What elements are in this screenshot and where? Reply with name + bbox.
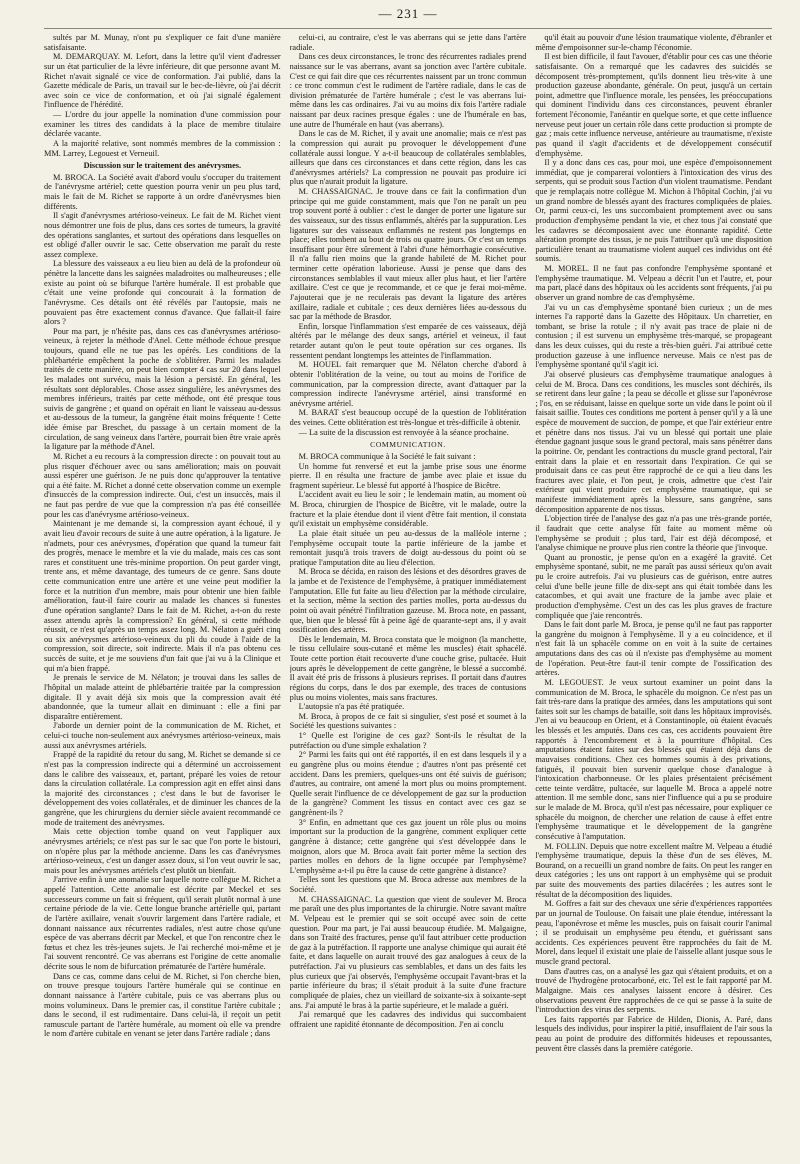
- paragraph: 2° Parmi les faits qui ont été rapportés, il en est dans lesquels il y a eu gangrène plus ou moins étendue ; d'autres n'ont pas présenté cet accident. Dans les premiers, quelques-uns ont été suivis de guérison; d'autres, au contraire, ont amené la mort plus ou moins promptement. Quelle serait l'influence de ce développement de gaz sur la production de la gangrène? Comment les tissus en contact avec ces gaz se gangrènent-ils ?: [289, 750, 527, 817]
- paragraph: M. LEGOUEST. Je veux surtout examiner un point dans la communication de M. Broca, le sphacèle du moignon. Ce n'est pas un fait très-rare dans la pratique des armées, dans les amputations qui sont faites soit sur les champs de bataille, soit dans les hôpitaux improvisés. J'en ai vu beaucoup en Orient, et à Constantinople, où étaient évacués les blessés et les amputés. Dans ces cas, ces accidents pouvaient être rapportés à l'encombrement et à la pourriture d'hôpital. Ces amputations étaient faites sur des blessés qui étaient déjà dans de mauvaises conditions. Chez ces hommes soumis à des privations, fatigués, il pouvait bien survenir quelque chose d'analogue à l'intoxication charbonneuse. Or les plaies présentaient précisément cette teinte verdâtre, pultacée, sur laquelle M. Broca a appelé notre attention. Il me semble donc, sans nier l'influence qui a pu se produire sur le malade de M. Broca, qu'il n'est pas nécessaire, pour expliquer ce sphacèle du moignon, de chercher une relation de cause à effet entre l'emphysème traumatique et le développement de la gangrène consécutive à l'amputation.: [535, 677, 772, 841]
- paragraph: Un homme fut renversé et eut la jambe prise sous une énorme pierre. Il en résulta une fracture de jambe avec plaie et issue du fragment supérieur. Le blessé fut apporté à l'hospice de Bicêtre.: [289, 461, 527, 490]
- paragraph: — La suite de la discussion est renvoyée à la séance prochaine.: [298, 427, 509, 437]
- paragraph: J'ai remarqué que les cadavres des individus qui succombaient offraient une rapidité étonnante de décomposition. J'en ai conclu: [289, 1010, 527, 1029]
- paragraph: M. BROCA. La Société avait d'abord voulu s'occuper du traitement de l'anévrysme artériel; cette question pourra venir un peu plus tard, mais le fait de M. Richet se rapporte à un ordre d'anévrysmes bien différents.: [44, 172, 281, 211]
- section-heading: COMMUNICATION.: [370, 440, 446, 450]
- paragraph: Il est bien difficile, il faut l'avouer, d'établir pour ces cas une théorie satisfaisante. On a remarqué que les cadavres des suicidés se décomposent très-promptement, qu'ils donnent lieu très-vite à une production gazeuse abondante, générale. On peut, jusqu'à un certain point, admettre que l'influence morale, les pensées, les préoccupations qui dominent l'individu dans ces circonstances, peuvent ébranler fortement l'économie, l'anéantir en quelque sorte, et que cette influence nerveuse peut jouer un certain rôle dans cette production si prompte de gaz ; mais cette influence nerveuse, antérieure au traumatisme, n'existe pas quand il s'agit d'accidents et de développement consécutif d'emphysème.: [535, 52, 772, 158]
- paragraph: M. CHASSAIGNAC. Je trouve dans ce fait la confirmation d'un principe qui me guide constamment, mais que l'on ne paraît un peu trop souvent porté à oublier : c'est le danger de porter une ligature sur des vaisseaux, sur des tissus enflammés, altérés par la suppuration. Les ligatures sur des vaisseaux enflammés ne restent pas longtemps en place; elles tombent au bout de trois ou quatre jours. Or c'est un temps insuffisant pour être sûrement à l'abri d'une hémorrhagie consécutive. Il n'a fallu rien moins que la grande habileté de M. Richet pour terminer cette opération laborieuse. Aussi je pense que dans des circonstances semblables il vaut mieux aller plus haut, et lier l'artère axillaire. C'est ce que je recommande, et ce que je ferai moi-même. J'ajouterai que je ne reculerais pas devant la ligature des artères axillaire, radiale et cubitale ; ces deux dernières liées au-dessous du sac par la méthode de Brasdor.: [289, 187, 527, 322]
- section-heading: Discussion sur le traitement des anévrysmes.: [83, 161, 242, 171]
- paragraph: Il s'agit d'anévrysmes artérioso-veineux. Le fait de M. Richet vient nous démontrer une fois de plus, dans ces sortes de tumeurs, la gravité des opérations sanglantes, et surtout des opérations dans lesquelles on est obligé d'aller ouvrir le sac. Cette observation me paraît du reste assez complexe.: [44, 211, 281, 259]
- paragraph: Telles sont les questions que M. Broca adresse aux membres de la Société.: [289, 875, 527, 894]
- paragraph: J'arrive enfin à une anomalie sur laquelle notre collègue M. Richet a appelé l'attention. Cette anomalie est décrite par Meckel et ses successeurs comme un fait si fréquent, qu'il serait plutôt normal à une certaine période de la vie. Cette longue branche artérielle qui, partant de l'artère axillaire, venait s'ouvrir largement dans l'artère radiale, et donnant naissance aux récurrentes radiales, n'est autre chose qu'une espèce de vas aberrans décrit par Meckel, et que l'on rencontre chez le fœtus et chez les très-jeunes sujets. Je l'ai recherché moi-même et je l'ai souvent rencontré. Ce vas aberrans est l'origine de cette anomalie décrite sous le nom de bifurcation prématurée de l'artère humérale.: [44, 875, 281, 971]
- paragraph: M. HOUEL fait remarquer que M. Nélaton cherche d'abord à obtenir l'oblitération de la veine, ou tout au moins de l'orifice de communication, par la compression directe, avant d'attaquer par la compression indirecte l'anévrysme artériel, ainsi transformé en anévrysme artériel.: [289, 360, 527, 408]
- paragraph: Il y a donc dans ces cas, pour moi, une espèce d'empoisonnement immédiat, que je comparerai volontiers à l'intoxication des virus des serpents, qui se produit sous l'action d'un violent traumatisme. Pendant que je remplaçais notre collègue M. Michon à l'hôpital Cochin, j'ai vu un grand nombre de blessés ayant des fractures compliquées de plaies. Or, parmi ceux-ci, les uns succombaient promptement avec ou sans production d'emphysème pendant la vie, et chez tous j'ai constaté que les cadavres se décomposaient avec une étonnante rapidité. Cette altération prompte des tissus, je ne puis l'attribuer qu'à une disposition particulière tenant au traumatisme violent auquel ces individus ont été soumis.: [535, 158, 772, 264]
- page-number: — 231 —: [44, 0, 772, 29]
- paragraph: sultés par M. Munay, n'ont pu s'expliquer ce fait d'une manière satisfaisante.: [44, 33, 281, 52]
- paragraph: — L'ordre du jour appelle la nomination d'une commission pour examiner les titres des candidats à la place de membre titulaire déclarée vacante.: [44, 110, 281, 139]
- paragraph: L'objection tirée de l'analyse des gaz n'a pas une très-grande portée, il faudrait que cette analyse fût faite au moment même où l'emphysème se produit ; plus tard, l'air est déjà décomposé, et l'analyse chimique ne prouve plus rien contre la théorie que j'invoque.: [535, 514, 772, 553]
- paragraph: M. Richet a eu recours à la compression directe : on pouvait tout au plus risquer d'échouer avec ou sans amélioration; mais on pouvait aussi espérer une guérison. Je ne puis donc qu'approuver la tentative qui a été faite. M. Richet a donné cette observation comme un exemple d'insuccès de la compression indirecte. Oui, c'est un insuccès, mais il ne faut pas perdre de vue que la compression n'a pas été conseillée pour les cas d'anévrysme artérioso-veineux.: [44, 451, 281, 519]
- paragraph: Quant au pronostic, je pense qu'on en a exagéré la gravité. Cet emphysème spontané, subit, ne me paraît pas aussi sérieux qu'on avait pu le croire autrefois. J'ai vu plusieurs cas de guérison, entre autres celui d'une belle jeune fille de dix-sept ans qui était tombée dans les catacombes, et qui avait une fracture de la jambe avec plaie et production d'emphysème. C'est un des cas les plus graves de fracture compliquée que j'aie rencontrés.: [535, 552, 772, 620]
- text-columns: [44, 33, 772, 1159]
- paragraph: La blessure des vaisseaux a eu lieu bien au delà de la profondeur où pénètre la lancette dans les saignées maladroites ou malheureuses ; elle existe au point où se bifurque l'artère humérale. Il est probable que c'était une veine profonde qui concourait à la formation de l'anévrysme. Ces détails ont été révélés par l'autopsie, mais ne pouvaient pas être exactement connus d'avance. Que fallait-il faire alors ?: [44, 259, 281, 327]
- paragraph: Enfin, lorsque l'inflammation s'est emparée de ces vaisseaux, déjà altérés par le mélange des deux sangs, artériel et veineux, il faut retarder autant qu'on le peut toute opération sur ces organes. Ils ressentent pendant longtemps les atteintes de l'inflammation.: [289, 321, 527, 360]
- paragraph: celui-ci, au contraire, c'est le vas aberrans qui se jette dans l'artère radiale.: [289, 33, 527, 52]
- column-2: [290, 33, 527, 1159]
- paragraph: M. Goffres a fait sur des chevaux une série d'expériences rapportées par un journal de Toulouse. On faisait une plaie étendue, intéressant la peau, l'aponévrose et même les muscles, puis on faisait courir l'animal ; il se produisait un emphysème peu étendu, et guérissant sans accidents. Ces expériences peuvent être rapprochées du fait de M. Morel, dans lequel il existait une plaie de l'aisselle allant jusque sous le muscle grand pectoral.: [535, 899, 772, 966]
- paragraph: L'autopsie n'a pas été pratiquée.: [298, 702, 405, 712]
- paragraph: J'ai vu un cas d'emphysème spontané bien curieux ; un de mes internes l'a rapporté dans la Gazette des Hôpitaux. Un charretier, en tombant, se brise la rotule ; il n'y avait pas trace de plaie ni de contusion ; il est survenu un emphysème très-marqué, se propageant dans les deux cuisses, qui du reste a très-bien guéri. J'ai attribué cette production gazeuse à une influence nerveuse. Mais ce n'est pas de l'emphysème spontané qu'il s'agit ici.: [535, 302, 772, 370]
- paragraph: M. BARAT s'est beaucoup occupé de la question de l'oblitération des veines. Cette oblitération est très-longue et très-difficile à obtenir.: [289, 408, 527, 427]
- paragraph: Dans le cas de M. Richet, il y avait une anomalie; mais ce n'est pas la compression qui aurait pu provoquer le développement d'une collatérale aussi longue. Y a-t-il beaucoup de collatérales semblables, ailleurs que dans ces circonstances et dans cette région, dans les cas d'anévrysmes artériels? La compression ne pouvait pas produire ici plus que n'aurait produit la ligature.: [289, 129, 527, 187]
- paragraph: M. BROCA communique à la Société le fait suivant :: [298, 451, 476, 461]
- paragraph: 3° Enfin, en admettant que ces gaz jouent un rôle plus ou moins important sur la production de la gangrène, comment expliquer cette gangrène à distance; cette gangrène qui s'est développée dans le moignon, alors que M. Broca avait fait porter même la section des parties molles en dehors de la ligne occupée par l'emphysème? L'emphysème a-t-il pu être la cause de cette gangrène à distance?: [289, 817, 527, 875]
- column-3: [535, 33, 772, 1159]
- paragraph: Maintenant je me demande si, la compression ayant échoué, il y avait lieu d'avoir recours de suite à une autre opération, à la ligature. Je n'admets, pour ces anévrysmes, d'opération que quand la tumeur fait des progrès, menace le membre et la vie du malade, mais ces cas sont rares et constituent une très-minime proportion. On peut garder vingt, trente ans, et même davantage, des tumeurs de ce genre. Sans doute cette communication entre une artère et une veine peut modifier la force et la nutrition d'un membre, mais pour obtenir une bien faible amélioration, faut-il faire courir au malade les chances si funestes d'une opération sanglante? Dans le fait de M. Richet, a-t-on du reste assez attendu après la compression? En général, si cette méthode réussit, ce n'est qu'après un temps assez long. M. Nélaton a guéri cinq ou six anévrysmes artérioso-veineux du pli du coude à l'aide de la compression, soit directe, soit indirecte. Mais il n'a pas obtenu ces succès de suite, et je me souviens d'un fait que j'ai vu à la Clinique et qui m'a bien frappé.: [44, 519, 281, 673]
- paragraph: Pour ma part, je n'hésite pas, dans ces cas d'anévrysmes artérioso-veineux, à rejeter la méthode d'Anel. Cette méthode échoue presque toujours, quand elle ne tue pas les opérés. Les conditions de la phlébartérie empêchent la poche de s'oblitérer. Parmi les malades traités de cette manière, on peut bien compter 4 cas sur 20 dans lequel les malades ont survécu, mais la lésion a persisté. En général, les résultats sont déplorables. Chose assez singulière, les anévrysmes des membres inférieurs, traités par cette méthode, ont été presque tous suivis de gangrène ; et quand on opérait en liant le vaisseau au-dessus et au-dessous de la tumeur, la gangrène était moins fréquente ! Cette idée émise par Breschet, du passage à un certain moment de la circulation, de sang veineux dans l'artère, pourrait bien être vraie après la ligature par la méthode d'Anel.: [44, 326, 281, 452]
- paragraph: qu'il était au pouvoir d'une lésion traumatique violente, d'ébranler et même d'empoisonner sur-le-champ l'économie.: [535, 33, 772, 52]
- paragraph: La plaie était située un peu au-dessus de la malléole interne ; l'emphysème occupait toute la partie inférieure de la jambe et remontait jusqu'à trois travers de doigt au-dessous du point où se pratique l'amputation dite au lieu d'élection.: [289, 528, 527, 567]
- paragraph: M. Broca se décida, en raison des lésions et des désordres graves de la jambe et de l'existence de l'emphysème, à pratiquer immédiatement l'amputation. Elle fut faite au lieu d'élection par la méthode circulaire, et la section, même la section des parties molles, porta au-dessus du point où avait pénétré l'infiltration gazeuse. M. Broca note, en passant, que, bien que le blessé fût à peine âgé de quarante-sept ans, il y avait ossification des artères.: [289, 567, 527, 635]
- paragraph: Frappé de la rapidité du retour du sang, M. Richet se demande si ce n'est pas la compression indirecte qui a déterminé un accroissement dans le calibre des vaisseaux, et, partant, préparé les voies de retour dans la circulation collatérale. La compression agit en effet ainsi dans la majorité des circonstances ; c'est dans le but de favoriser le développement des voies collatérales, et de diminuer les chances de la gangrène, que les chirurgiens du dernier siècle avaient recommandé ce mode de traitement des anévrysmes.: [44, 750, 281, 827]
- paragraph: M. MOREL. Il ne faut pas confondre l'emphysème spontané et l'emphysème traumatique. M. Velpeau a décrit l'un et l'autre, et, pour ma part, placé dans des hôpitaux où les accidents sont fréquents, j'ai pu observer un grand nombre de cas d'emphysème.: [535, 264, 772, 302]
- paragraph: Dans d'autres cas, on a analysé les gaz qui s'étaient produits, et on a trouvé de l'hydrogène protocarboné, etc. Tel est le fait rapporté par M. Malgaigne. Mais ces analyses laissent encore à désirer. Ces observations peuvent être rapprochées de ce qui se passe à la suite de l'introduction des virus des serpents.: [535, 966, 772, 1015]
- paragraph: Dès le lendemain, M. Broca constata que le moignon (la manchette, le tissu cellulaire sous-cutané et même les muscles) était sphacélé. Toute cette portion était recouverte d'une couche grise, pultacée. Huit jours après le développement de cette gangrène, le blessé a succombé. Il avait été pris de frissons à plusieurs reprises. Il portait dans d'autres régions du corps, dans le dos par exemple, des traces de contusions plus ou moins violentes, mais sans fractures.: [289, 634, 527, 702]
- paragraph: Mais cette objection tombe quand on veut l'appliquer aux anévrysmes artériels; ce n'est pas sur le sac que l'on porte le bistouri, on n'opère plus par la méthode ancienne. Dans les cas d'anévrysmes artérioso-veineux, c'est un danger assez doux, si l'on veut ouvrir le sac, mais pour les anévrysmes artériels c'est plutôt un bienfait.: [44, 827, 281, 875]
- paragraph: Dans ce cas, comme dans celui de M. Richet, si l'on cherche bien, on trouve presque toujours l'artère humérale qui se continue en donnant naissance à l'artère cubitale, puis ce vas aberrans plus ou moins volumineux. Dans le premier cas, il constitue l'artère cubitale ; dans le second, il est rudimentaire. Dans celui-là, il reçoit un petit ramuscule partant de l'artère humérale, au moment où elle va prendre le nom d'artère cubitale en venant se jeter dans l'artère radiale ; dans: [44, 971, 281, 1039]
- paragraph: M. FOLLIN. Depuis que notre excellent maître M. Velpeau a étudié l'emphysème traumatique, depuis la thèse d'un de ses élèves, M. Bourand, on a recueilli un grand nombre de faits. On peut les ranger en deux catégories ; les uns ont rapport à un emphysème qui se produit par suite des mouvements des parties dilacérées ; les autres sont le résultat de la décomposition des liquides.: [535, 841, 772, 899]
- paragraph: M. DEMARQUAY. M. Lefort, dans la lettre qu'il vient d'adresser sur un état particulier de la lèvre inférieure, dit que personne avant M. Richet n'avait signalé ce vice de conformation. J'ai publié, dans la Gazette médicale de Paris, un travail sur le bec-de-lièvre, où j'ai décrit avec soin ce vice de conformation, et où j'ai signalé également l'influence de l'hérédité.: [44, 52, 281, 110]
- paragraph: M. Broca, à propos de ce fait si singulier, s'est posé et soumet à la Société les questions suivantes :: [289, 711, 527, 731]
- column-1: [44, 33, 281, 1159]
- paragraph: J'ai observé plusieurs cas d'emphysème traumatique analogues à celui de M. Broca. Dans ces conditions, les muscles sont déchirés, ils se retirent dans leur gaîne ; la peau se décolle et glisse sur l'aponévrose ; l'os, en se réduisant, laisse en quelque sorte un vide dans le point où il faisait saillie. Toutes ces conditions me portent à penser qu'il y a là une espèce de mouvement de succion, de pompe, et que l'air extérieur entre et pénètre dans nos tissus. J'ai vu un blessé qui portait une plaie étendue gagnant jusque sous le grand pectoral, mais sans pénétrer dans la poitrine. Or, pendant les contractions du muscle grand pectoral, l'air entrait dans la plaie et en ressortait dans l'expiration. Ce qui se produisait dans ce cas peut être rapproché de ce qui a lieu dans les fractures avec plaie, et l'on peut, je crois, admettre que c'est l'air extérieur qui vient produire cet emphysème traumatique, qui se manifeste immédiatement après la blessure, sans gangrène, sans décomposition apparente de nos tissus.: [535, 369, 772, 514]
- paragraph: J'aborde un dernier point de la communication de M. Richet, et celui-ci touche non-seulement aux anévrysmes artérioso-veineux, mais aussi aux anévrysmes artériels.: [44, 721, 281, 750]
- paragraph: 1° Quelle est l'origine de ces gaz? Sont-ils le résultat de la putréfaction ou d'une simple exhalation ?: [289, 731, 527, 750]
- paragraph: A la majorité relative, sont nommés membres de la commission : MM. Larrey, Legouest et Verneuil.: [44, 138, 281, 158]
- paragraph: L'accident avait eu lieu le soir ; le lendemain matin, au moment où M. Broca, chirurgien de l'hospice de Bicêtre, vit le malade, outre la fracture et la plaie étendue dont il vient d'être fait mention, il constata qu'il existait un emphysème considérable.: [289, 490, 527, 529]
- paragraph: Je prenais le service de M. Nélaton; je trouvai dans les salles de l'hôpital un malade atteint de phlébartérie traitée par la compression digitale. Il y avait déjà six mois que la compression avait été abandonnée, que la tumeur allait en diminuant : elle a fini par disparaître entièrement.: [44, 673, 281, 721]
- paragraph: Dans ces deux circonstances, le tronc des récurrentes radiales prend naissance sur le vas aberrans, avant sa jonction avec l'artère cubitale. C'est ce qui fait dire que ces récurrentes naissent par un tronc commun : ce tronc commun c'est le rudiment de l'artère radiale, dans le cas de division prématurée de l'artère humérale ; c'est le vas aberrans lui-même dans les cas ordinaires. J'ai vu au moins dix fois l'artère radiale naissant par deux racines presque égales : une de l'humérale en bas, une autre de l'humérale en haut (vas aberrans).: [289, 52, 527, 129]
- paragraph: M. CHASSAIGNAC. La question que vient de soulever M. Broca me paraît une des plus importantes de la chirurgie. Notre savant maître M. Velpeau est le premier qui se soit occupé avec soin de cette question. Pour ma part, je l'ai aussi beaucoup étudiée. M. Malgaigne, dans son Traité des fractures, pense qu'il faut attribuer cette production de gaz à la putréfaction. Il rapporte une analyse chimique qui aurait été faite, et dans laquelle on aurait trouvé des gaz analogues à ceux de la putréfaction. J'ai vu plusieurs cas semblables, et dans un des faits les plus curieux que j'ai observés, l'emphysème occupait l'avant-bras et la partie inférieure du bras; il s'était produit à la suite d'une fracture compliquée de plaies, chez un vieillard de soixante-six à soixante-sept ans. J'ai amputé le bras à la partie supérieure, et le malade a guéri.: [289, 894, 527, 1010]
- paragraph: Les faits rapportés par Fabrice de Hilden, Dionis, A. Paré, dans lesquels des individus, pour inspirer la pitié, insufflaient de l'air sous la peau au point de produire des difformités hideuses et repoussantes, peuvent être classés dans la première catégorie.: [535, 1014, 772, 1053]
- paragraph: Dans le fait dont parle M. Broca, je pense qu'il ne faut pas rapporter la gangrène du moignon à l'emphysème. Il y a eu coïncidence, et il n'est fait là un sphacèle comme on en voit à la suite de certaines amputations dans des cas où il n'existe pas d'emphysème au moment de l'opération. Peut-être faut-il tenir compte de l'ossification des artères.: [535, 620, 772, 678]
